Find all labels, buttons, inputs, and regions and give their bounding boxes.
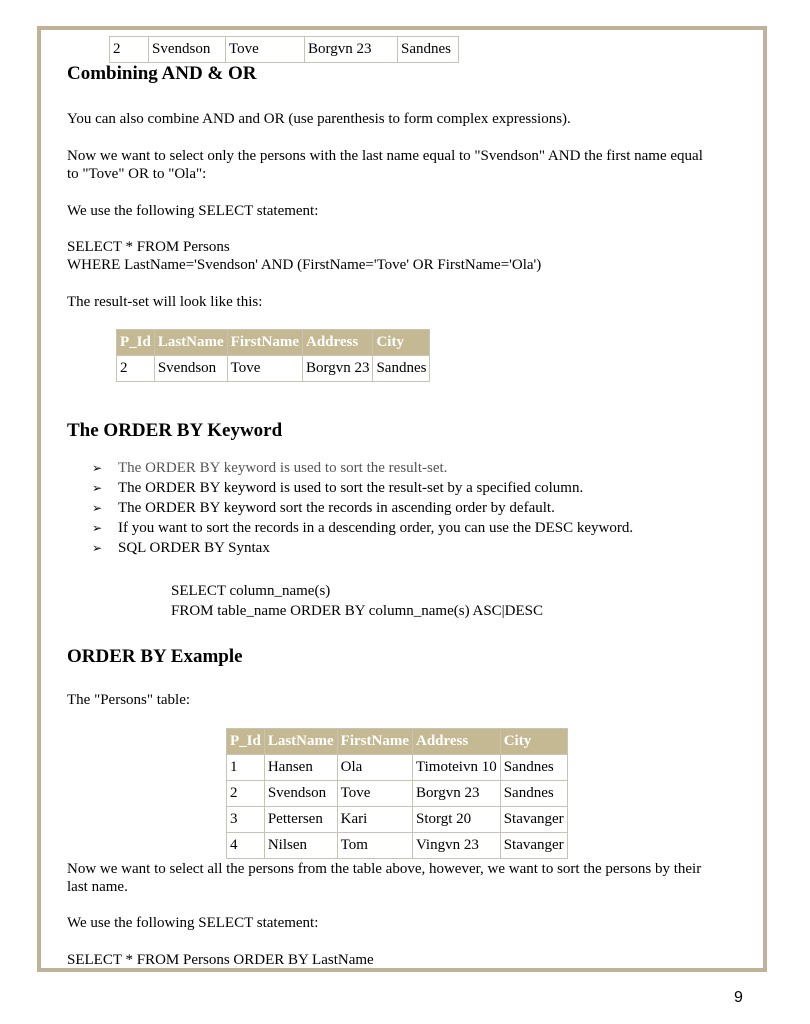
table-cell: Sandnes [500, 781, 567, 807]
table-cell: Nilsen [264, 833, 337, 859]
table-cell: 3 [227, 807, 265, 833]
table-cell: Pettersen [264, 807, 337, 833]
arrow-bullet-icon: ➢ [92, 541, 103, 555]
table-cell: 2 [110, 37, 149, 63]
heading-and-or: Combining AND & OR [67, 63, 257, 84]
list-item: ➢ SQL ORDER BY Syntax [92, 540, 270, 556]
syntax-line: SELECT column_name(s) [171, 583, 331, 599]
sql-statement: SELECT * FROM Persons [67, 239, 230, 255]
arrow-bullet-icon: ➢ [92, 501, 103, 515]
column-header: FirstName [337, 729, 412, 755]
table-cell: 1 [227, 755, 265, 781]
table-cell: 4 [227, 833, 265, 859]
bullet-list [92, 458, 633, 558]
paragraph: You can also combine AND and OR (use parenthesis to form complex expressions). [67, 111, 571, 127]
table-cell: Borgvn 23 [305, 37, 398, 63]
arrow-bullet-icon: ➢ [92, 481, 103, 495]
column-header: FirstName [227, 330, 302, 356]
arrow-bullet-icon: ➢ [92, 461, 103, 475]
table-cell: Sandnes [398, 37, 459, 63]
paragraph: Now we want to select only the persons with the last name equal to "Svendson" AND the first name equal [67, 148, 703, 164]
table-cell: Tom [337, 833, 412, 859]
table-cell: Sandnes [500, 755, 567, 781]
table-cell: Storgt 20 [412, 807, 500, 833]
table-cell: Tove [337, 781, 412, 807]
list-item: ➢ The ORDER BY keyword sort the records in ascending order by default. [92, 500, 555, 516]
paragraph: We use the following SELECT statement: [67, 203, 319, 219]
column-header: City [500, 729, 567, 755]
table-cell: Timoteivn 10 [412, 755, 500, 781]
table-cell: Ola [337, 755, 412, 781]
table-cell: Borgvn 23 [412, 781, 500, 807]
persons-table [226, 728, 568, 859]
syntax-line: FROM table_name ORDER BY column_name(s) ASC|DESC [171, 603, 544, 619]
table-cell: Borgvn 23 [302, 356, 372, 382]
column-header: Address [412, 729, 500, 755]
table-cell: 2 [227, 781, 265, 807]
table-cell: Hansen [264, 755, 337, 781]
column-header: LastName [264, 729, 337, 755]
table-cell: Sandnes [373, 356, 430, 382]
table-cell: Kari [337, 807, 412, 833]
list-item: ➢ The ORDER BY keyword is used to sort the result-set. [92, 460, 448, 476]
result-table [116, 329, 430, 382]
paragraph: Now we want to select all the persons from the table above, however, we want to sort the persons by their [67, 861, 702, 877]
table-cell: Vingvn 23 [412, 833, 500, 859]
column-header: P_Id [227, 729, 265, 755]
table-cell: Stavanger [500, 833, 567, 859]
table-cell: Svendson [149, 37, 226, 63]
column-header: Address [302, 330, 372, 356]
table-header-row [227, 729, 568, 755]
list-item: ➢ The ORDER BY keyword is used to sort the result-set by a specified column. [92, 480, 584, 496]
sql-statement: WHERE LastName='Svendson' AND (FirstName='Tove' OR FirstName='Ola') [67, 257, 542, 273]
paragraph: We use the following SELECT statement: [67, 915, 319, 931]
paragraph: The result-set will look like this: [67, 294, 263, 310]
heading-order-by-example: ORDER BY Example [67, 646, 243, 667]
table-row [227, 807, 568, 833]
table-row [117, 356, 430, 382]
table-cell: Svendson [154, 356, 227, 382]
paragraph: last name. [67, 879, 128, 895]
table-row [227, 781, 568, 807]
column-header: LastName [154, 330, 227, 356]
paragraph: The "Persons" table: [67, 692, 191, 708]
heading-order-by-keyword: The ORDER BY Keyword [67, 420, 283, 441]
table-cell: Svendson [264, 781, 337, 807]
table-header-row [117, 330, 430, 356]
table-row [227, 755, 568, 781]
table-cell: Stavanger [500, 807, 567, 833]
column-header: P_Id [117, 330, 155, 356]
table-cell: Tove [227, 356, 302, 382]
paragraph: to "Tove" OR to "Ola": [67, 166, 207, 182]
table-cell: 2 [117, 356, 155, 382]
list-item: ➢ If you want to sort the records in a descending order, you can use the DESC keyword. [92, 520, 634, 536]
table-cell: Tove [226, 37, 305, 63]
sql-statement: SELECT * FROM Persons ORDER BY LastName [67, 952, 374, 968]
table-row [227, 833, 568, 859]
table-row [110, 37, 459, 63]
arrow-bullet-icon: ➢ [92, 521, 103, 535]
page-number: 9 [734, 989, 743, 1006]
column-header: City [373, 330, 430, 356]
continued-table [109, 36, 459, 63]
